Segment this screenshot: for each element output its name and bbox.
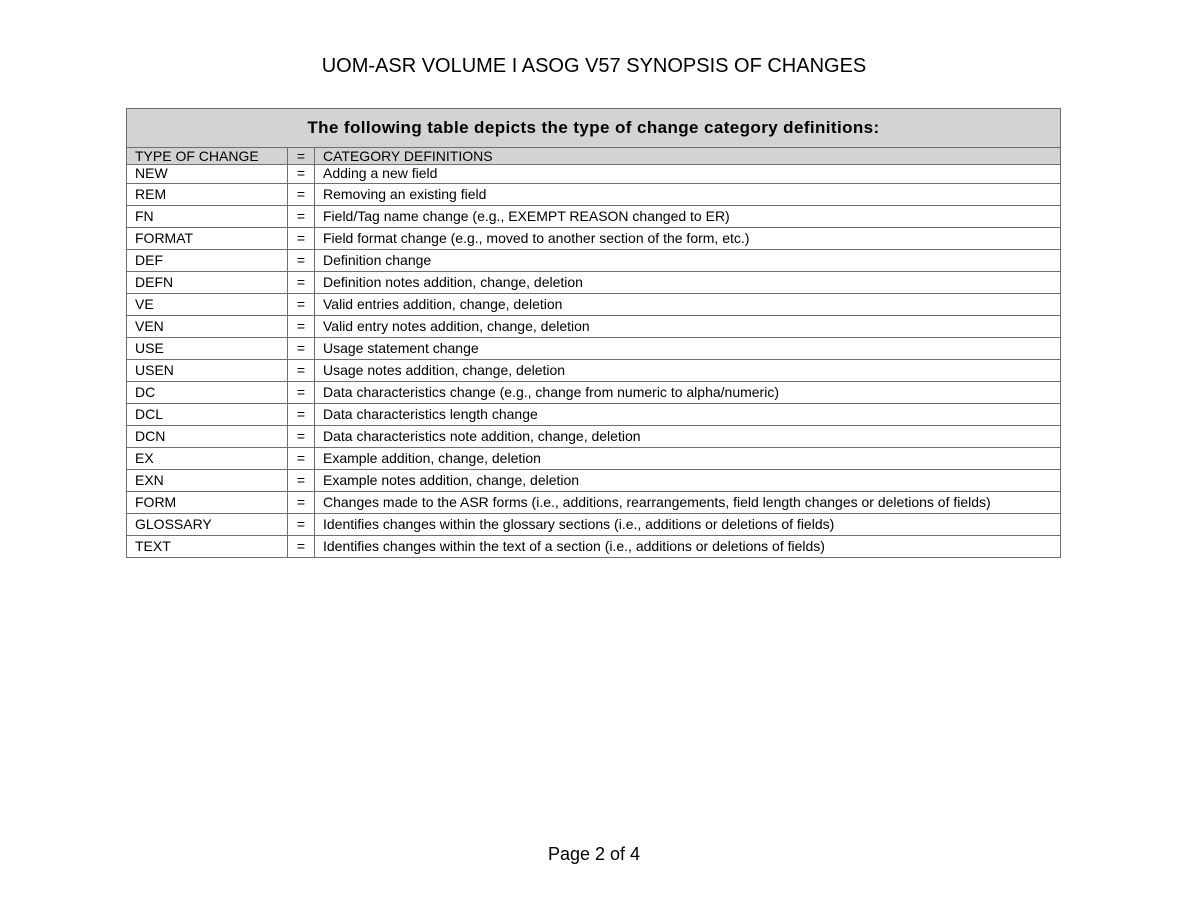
table-caption-row xyxy=(127,109,1061,148)
definition-cell: Identifies changes within the text of a section (i.e., additions or deletions of fields) xyxy=(315,536,1061,558)
definition-cell: Valid entries addition, change, deletion xyxy=(315,294,1061,316)
change-type-cell: DC xyxy=(127,382,288,404)
definition-cell: Data characteristics length change xyxy=(315,404,1061,426)
definition-cell: Valid entry notes addition, change, deletion xyxy=(315,316,1061,338)
definition-cell: Data characteristics note addition, change, deletion xyxy=(315,426,1061,448)
change-type-cell: DEF xyxy=(127,250,288,272)
equals-cell: = xyxy=(288,514,315,536)
table-row xyxy=(127,316,1061,338)
equals-cell: = xyxy=(288,448,315,470)
change-type-cell: REM xyxy=(127,184,288,206)
definition-cell: Usage statement change xyxy=(315,338,1061,360)
equals-cell: = xyxy=(288,228,315,250)
change-type-cell: VEN xyxy=(127,316,288,338)
equals-cell: = xyxy=(288,165,315,184)
table-row xyxy=(127,470,1061,492)
page-number: Page 2 of 4 xyxy=(547,844,641,864)
table-row xyxy=(127,382,1061,404)
equals-cell: = xyxy=(288,470,315,492)
change-type-cell: USE xyxy=(127,338,288,360)
table-row xyxy=(127,426,1061,448)
definition-cell: Identifies changes within the glossary sections (i.e., additions or deletions of fields) xyxy=(315,514,1061,536)
table-row xyxy=(127,206,1061,228)
definition-cell: Example notes addition, change, deletion xyxy=(315,470,1061,492)
definition-cell: Usage notes addition, change, deletion xyxy=(315,360,1061,382)
table-row xyxy=(127,184,1061,206)
table-row xyxy=(127,536,1061,558)
definition-cell: Removing an existing field xyxy=(315,184,1061,206)
table-row xyxy=(127,294,1061,316)
change-type-cell: GLOSSARY xyxy=(127,514,288,536)
change-type-cell: FN xyxy=(127,206,288,228)
table-header-row xyxy=(127,148,1061,165)
table-row xyxy=(127,492,1061,514)
table-caption: The following table depicts the type of change category definitions: xyxy=(127,109,1061,148)
definition-cell: Adding a new field xyxy=(315,165,1061,184)
change-type-cell: DCN xyxy=(127,426,288,448)
table-row xyxy=(127,448,1061,470)
table-row xyxy=(127,250,1061,272)
equals-cell: = xyxy=(288,360,315,382)
equals-cell: = xyxy=(288,536,315,558)
change-category-table xyxy=(126,108,1061,558)
table-body xyxy=(127,165,1061,558)
definition-cell: Data characteristics change (e.g., change from numeric to alpha/numeric) xyxy=(315,382,1061,404)
change-category-table-container xyxy=(126,108,1061,558)
table-row xyxy=(127,404,1061,426)
equals-cell: = xyxy=(288,426,315,448)
table-row xyxy=(127,165,1061,184)
change-type-cell: TEXT xyxy=(127,536,288,558)
equals-cell: = xyxy=(288,272,315,294)
definition-cell: Changes made to the ASR forms (i.e., additions, rearrangements, field length changes or deletions of fields) xyxy=(315,492,1061,514)
definition-cell: Example addition, change, deletion xyxy=(315,448,1061,470)
header-category-definitions: CATEGORY DEFINITIONS xyxy=(315,148,1061,165)
equals-cell: = xyxy=(288,316,315,338)
change-type-cell: NEW xyxy=(127,165,288,184)
change-type-cell: DCL xyxy=(127,404,288,426)
change-type-cell: VE xyxy=(127,294,288,316)
header-type-of-change: TYPE OF CHANGE xyxy=(127,148,288,165)
equals-cell: = xyxy=(288,206,315,228)
table-row xyxy=(127,228,1061,250)
equals-cell: = xyxy=(288,250,315,272)
equals-cell: = xyxy=(288,338,315,360)
equals-cell: = xyxy=(288,184,315,206)
change-type-cell: FORMAT xyxy=(127,228,288,250)
table-row xyxy=(127,360,1061,382)
change-type-cell: EX xyxy=(127,448,288,470)
change-type-cell: FORM xyxy=(127,492,288,514)
table-row xyxy=(127,272,1061,294)
definition-cell: Field format change (e.g., moved to another section of the form, etc.) xyxy=(315,228,1061,250)
change-type-cell: DEFN xyxy=(127,272,288,294)
change-type-cell: EXN xyxy=(127,470,288,492)
equals-cell: = xyxy=(288,382,315,404)
change-type-cell: USEN xyxy=(127,360,288,382)
header-equals: = xyxy=(288,148,315,165)
table-row xyxy=(127,514,1061,536)
equals-cell: = xyxy=(288,492,315,514)
definition-cell: Definition notes addition, change, deletion xyxy=(315,272,1061,294)
equals-cell: = xyxy=(288,294,315,316)
table-row xyxy=(127,338,1061,360)
definition-cell: Field/Tag name change (e.g., EXEMPT REASON changed to ER) xyxy=(315,206,1061,228)
equals-cell: = xyxy=(288,404,315,426)
definition-cell: Definition change xyxy=(315,250,1061,272)
document-title: UOM-ASR VOLUME I ASOG V57 SYNOPSIS OF CHANGES xyxy=(321,55,867,77)
